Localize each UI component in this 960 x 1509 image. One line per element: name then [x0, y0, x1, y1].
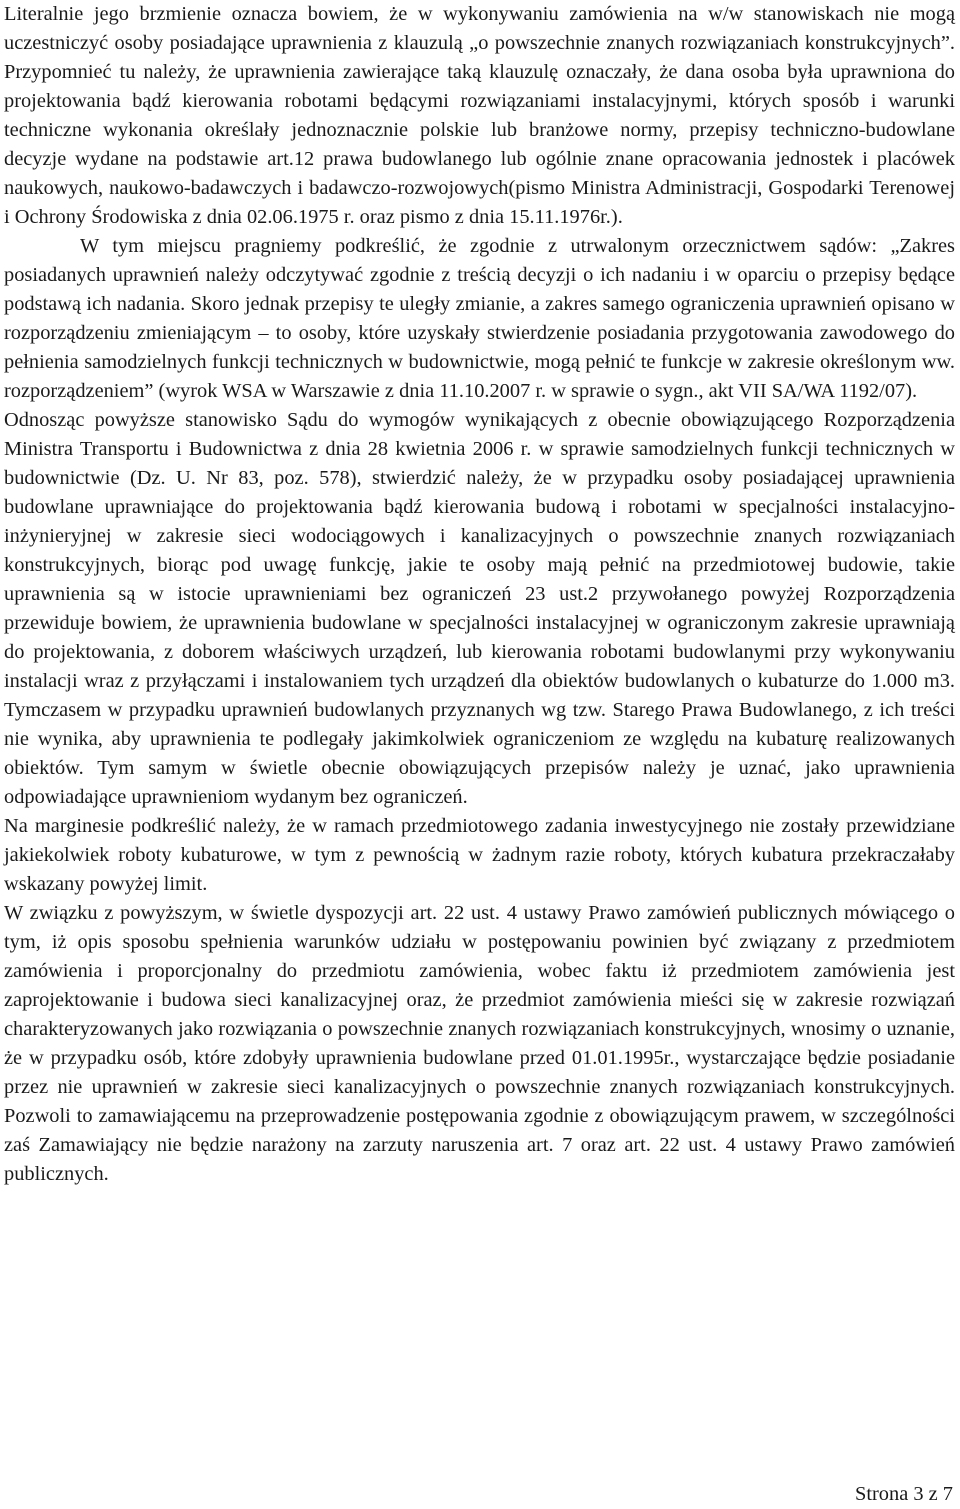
page-number: Strona 3 z 7: [855, 1483, 953, 1505]
paragraph-3: Odnosząc powyższe stanowisko Sądu do wymogów wynikających z obecnie obowiązującego Rozporządzenia Ministra Transportu i Budownictwa z dnia 28 kwietnia 2006 r. w sprawie samodzielnych funkcji technicznych w budownictwie (Dz. U. Nr 83, poz. 578), stwierdzić należy, że w przypadku osoby posiadającej uprawnienia budowlane uprawniające do projektowania bądź kierowania budową i robotami w specjalności instalacyjno-inżynieryjnej w zakresie sieci wodociągowych i kanalizacyjnych o powszechnie znanych rozwiązaniach konstrukcyjnych, biorąc pod uwagę funkcję, jakie te osoby mają pełnić na przedmiotowej budowie, takie uprawnienia są w istocie uprawnieniami bez ograniczeń 23 ust.2 przywołanego powyżej Rozporządzenia przewiduje bowiem, że uprawnienia budowlane w specjalności instalacyjnej w ograniczonym zakresie uprawniają do projektowania, z doborem właściwych urządzeń, lub kierowania robotami budowlanymi przy wykonywaniu instalacji wraz z przyłączami i instalowaniem tych urządzeń dla obiektów budowlanych o kubaturze do 1.000 m3. Tymczasem w przypadku uprawnień budowlanych przyznanych wg tzw. Starego Prawa Budowlanego, z ich treści nie wynika, aby uprawnienia te podlegały jakimkolwiek ograniczeniom ze względu na kubaturę realizowanych obiektów. Tym samym w świetle obecnie obowiązujących przepisów należy je uznać, jako uprawnienia odpowiadające uprawnieniom wydanym bez ograniczeń.: [4, 409, 955, 808]
paragraph-5: W związku z powyższym, w świetle dyspozycji art. 22 ust. 4 ustawy Prawo zamówień publicznych mówiącego o tym, iż opis sposobu spełnienia warunków udziału w postępowaniu powinien być związany z przedmiotem zamówienia i proporcjonalny do przedmiotu zamówienia, wobec faktu iż przedmiotem zamówienia jest zaprojektowanie i budowa sieci kanalizacyjnej oraz, że przedmiot zamówienia mieści się w zakresie rozwiązań charakteryzowanych jako rozwiązania o powszechnie znanych rozwiązaniach konstrukcyjnych, wnosimy o uznanie, że w przypadku osób, które zdobyły uprawnienia budowlane przed 01.01.1995r., wystarczające będzie posiadanie przez nie uprawnień w zakresie sieci kanalizacyjnych o powszechnie znanych rozwiązaniach konstrukcyjnych. Pozwoli to zamawiającemu na przeprowadzenie postępowania zgodnie z obowiązującym prawem, w szczególności zaś Zamawiający nie będzie narażony na zarzuty naruszenia art. 7 oraz art. 22 ust. 4 ustawy Prawo zamówień publicznych.: [4, 902, 955, 1185]
paragraph-2: W tym miejscu pragniemy podkreślić, że zgodnie z utrwalonym orzecznictwem sądów: „Zakres posiadanych uprawnień należy odczytywać zgodnie z treścią decyzji o ich nadaniu i w oparciu o przepisy będące podstawą ich nadania. Skoro jednak przepisy te uległy zmianie, a zakres samego ograniczenia uprawnień opisano w rozporządzeniu zmieniającym – to osoby, które uzyskały stwierdzenie posiadania przygotowania zawodowego do pełnienia samodzielnych funkcji technicznych w budownictwie, mogą pełnić te funkcje w zakresie określonym ww. rozporządzeniem” (wyrok WSA w Warszawie z dnia 11.10.2007 r. w sprawie o sygn., akt VII SA/WA 1192/07).: [4, 235, 955, 402]
document-body: [4, 0, 955, 1189]
paragraph-4: Na marginesie podkreślić należy, że w ramach przedmiotowego zadania inwestycyjnego nie zostały przewidziane jakiekolwiek roboty kubaturowe, w tym z pewnością w żadnym razie roboty, których kubatura przekraczałaby wskazany powyżej limit.: [4, 815, 955, 895]
paragraph-1: Literalnie jego brzmienie oznacza bowiem, że w wykonywaniu zamówienia na w/w stanowiskach nie mogą uczestniczyć osoby posiadające uprawnienia z klauzulą „o powszechnie znanych rozwiązaniach konstrukcyjnych”. Przypomnieć tu należy, że uprawnienia zawierające taką klauzulę oznaczały, że dana osoba była uprawniona do projektowania bądź kierowania robotami będącymi rozwiązaniami instalacyjnymi, których sposób i warunki techniczne wykonania określały jednoznacznie polskie lub branżowe normy, przepisy techniczno-budowlane decyzje wydane na podstawie art.12 prawa budowlanego lub ogólnie znane opracowania jednostek i placówek naukowych, naukowo-badawczych i badawczo-rozwojowych(pismo Ministra Administracji, Gospodarki Terenowej i Ochrony Środowiska z dnia 02.06.1975 r. oraz pismo z dnia 15.11.1976r.).: [4, 3, 955, 228]
